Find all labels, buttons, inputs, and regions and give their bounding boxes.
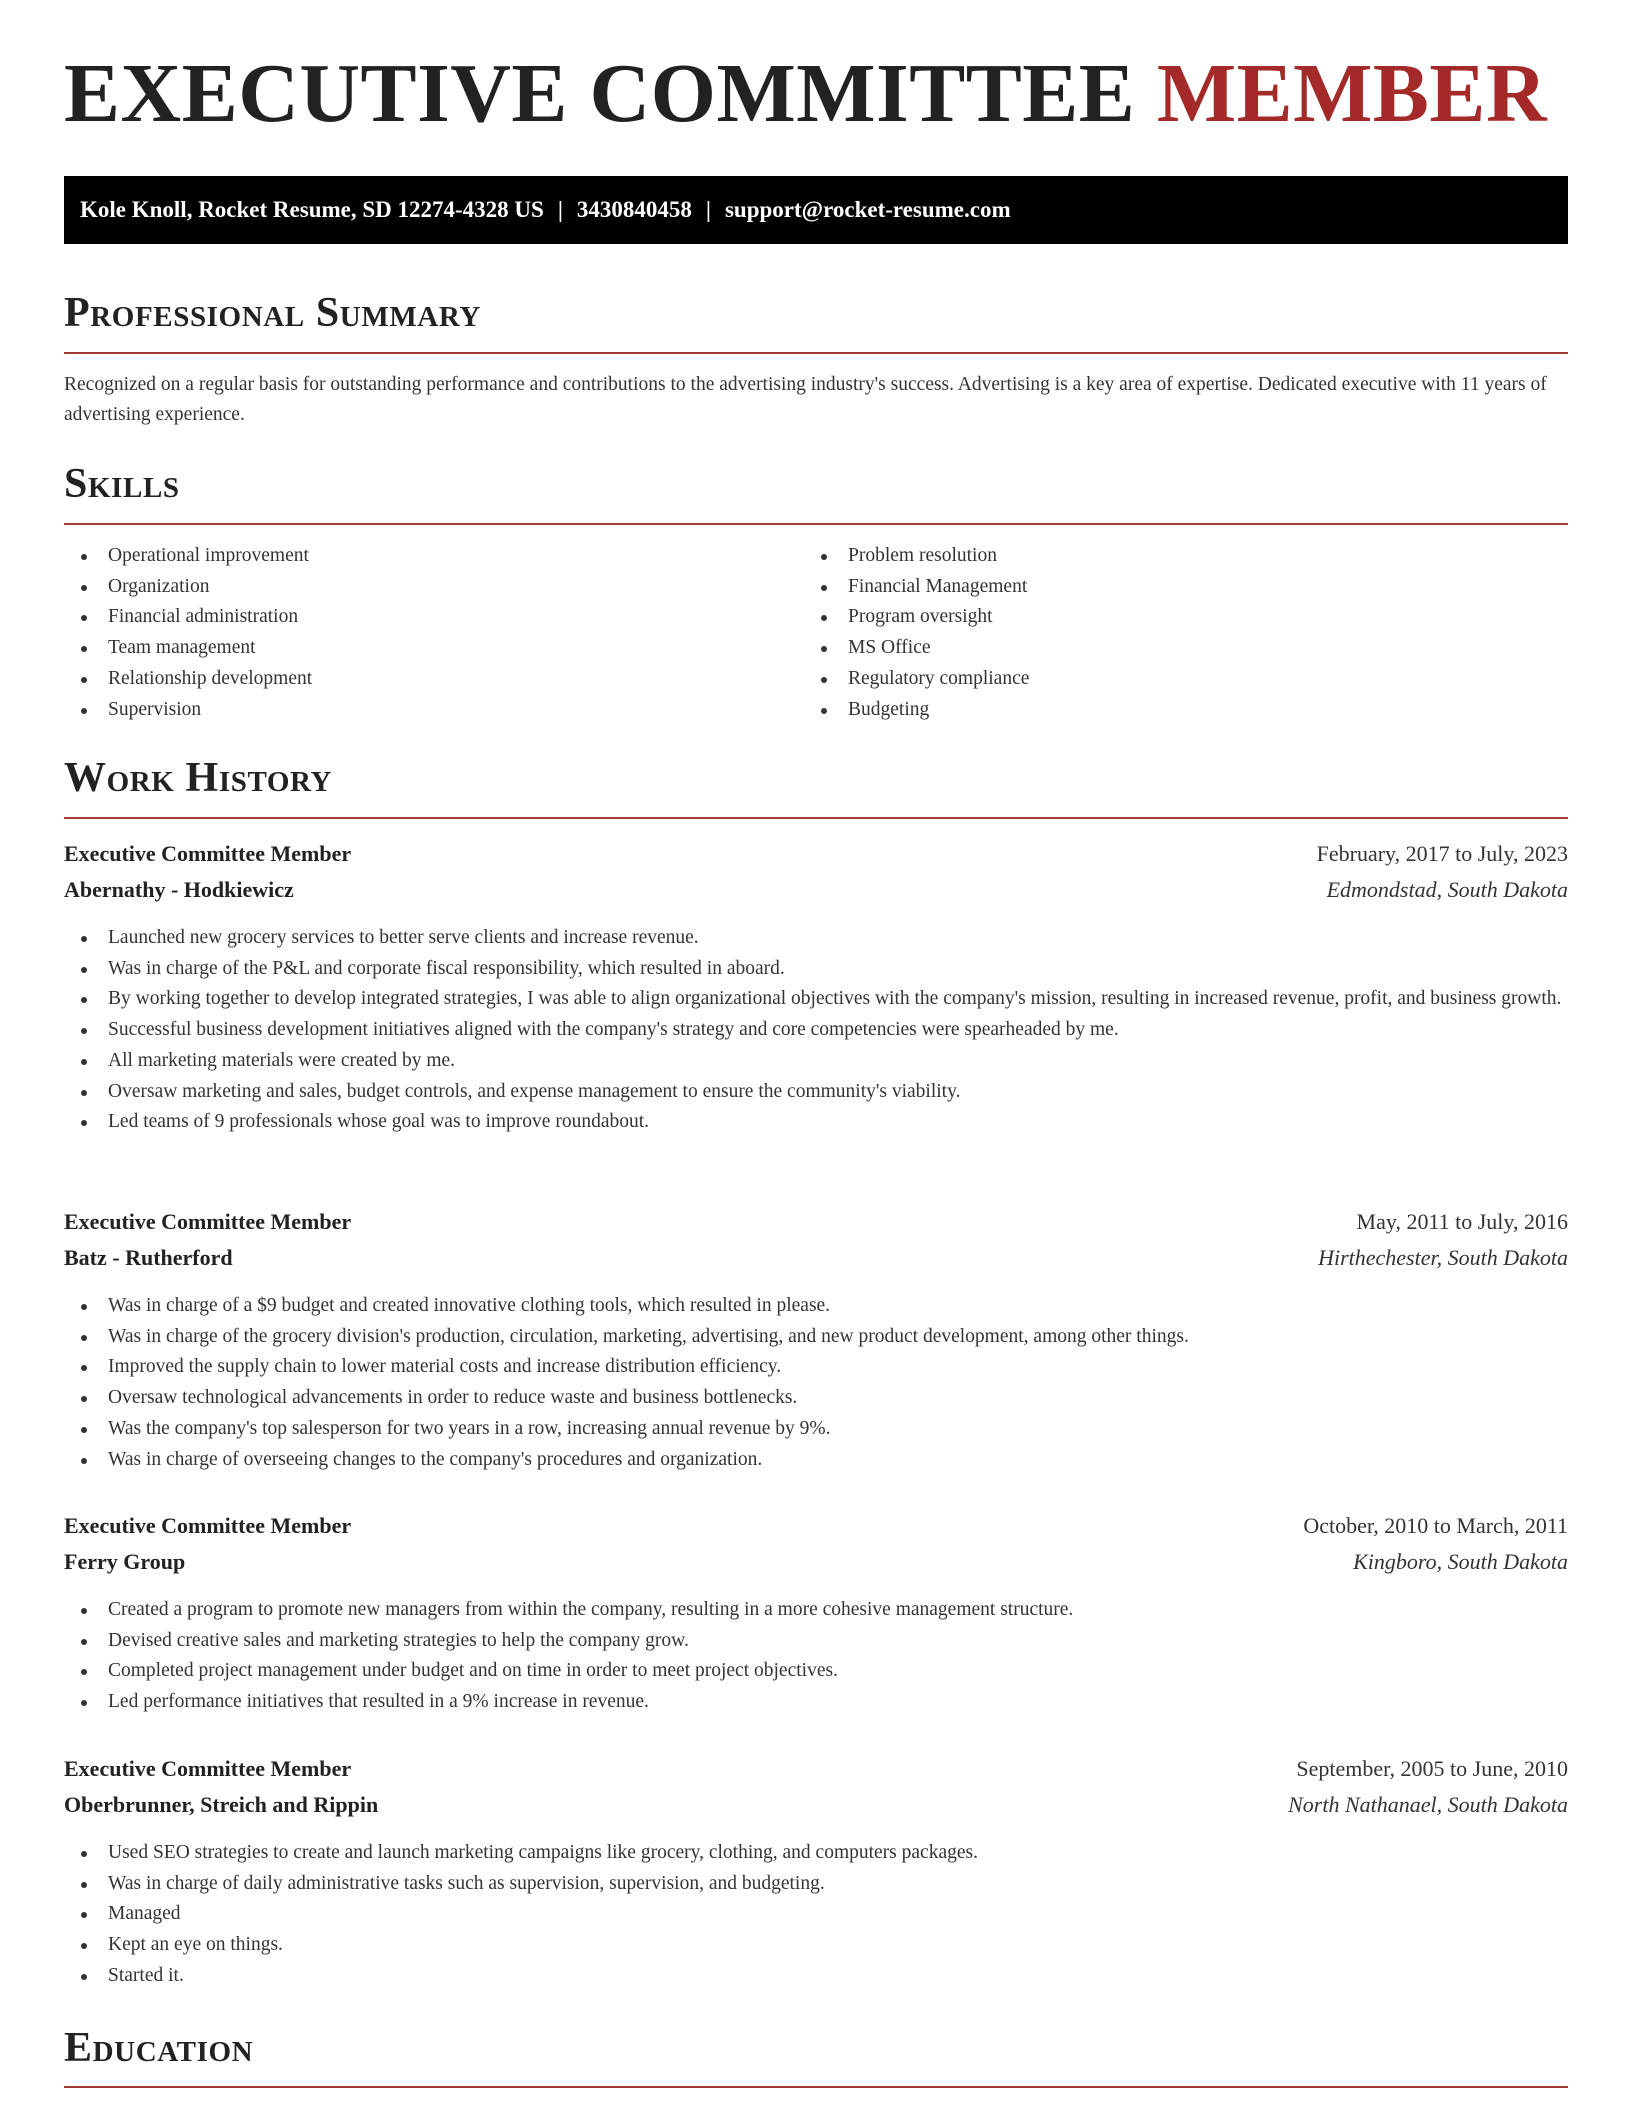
- skill-item: Budgeting: [804, 695, 1504, 726]
- job-bullet: Improved the supply chain to lower material costs and increase distribution efficiency.: [64, 1352, 1568, 1383]
- skill-item: Problem resolution: [804, 541, 1504, 572]
- job-bullets: [64, 1838, 1568, 1992]
- job-title-row: [64, 1753, 1568, 1785]
- job-bullet: Created a program to promote new managers from within the company, resulting in a more cohesive management structure.: [64, 1595, 1568, 1626]
- job-title-row: [64, 1206, 1568, 1238]
- job-bullet: Launched new grocery services to better serve clients and increase revenue.: [64, 923, 1568, 954]
- summary-heading: Professional Summary: [64, 290, 481, 336]
- job-company-row: [64, 1242, 1568, 1274]
- job-company: Abernathy - Hodkiewicz: [64, 877, 294, 902]
- job-dates: February, 2017 to July, 2023: [1316, 841, 1568, 866]
- skill-item: Team management: [64, 633, 764, 664]
- job-bullet: Was in charge of the P&L and corporate fiscal responsibility, which resulted in aboard.: [64, 954, 1568, 985]
- job-bullet: Was in charge of daily administrative tasks such as supervision, supervision, and budgeting.: [64, 1869, 1568, 1900]
- education-divider: [64, 2086, 1568, 2088]
- job-location: Edmondstad, South Dakota: [1326, 877, 1568, 902]
- summary-divider: [64, 352, 1568, 354]
- job-bullet: Successful business development initiatives aligned with the company's strategy and core competencies were spearheaded by me.: [64, 1015, 1568, 1046]
- job-dates: September, 2005 to June, 2010: [1296, 1756, 1568, 1781]
- contact-separator: |: [557, 197, 563, 222]
- skills-list-left: [64, 541, 764, 725]
- job-title-row: [64, 838, 1568, 870]
- skills-list-right: [804, 541, 1504, 725]
- skill-item: Regulatory compliance: [804, 664, 1504, 695]
- job-bullet: Managed: [64, 1899, 1568, 1930]
- skill-item: Financial Management: [804, 572, 1504, 603]
- page-title: [64, 47, 1548, 140]
- job-bullet: By working together to develop integrated strategies, I was able to align organizational objectives with the company's mission, resulting in increased revenue, profit, and business growth.: [64, 984, 1568, 1015]
- skills-divider: [64, 523, 1568, 525]
- contact-separator: |: [705, 197, 711, 222]
- job-bullet: Started it.: [64, 1961, 1568, 1992]
- job-bullet: Was in charge of the grocery division's production, circulation, marketing, advertising, and new product development, among other things.: [64, 1322, 1568, 1353]
- job-dates: May, 2011 to July, 2016: [1356, 1209, 1568, 1234]
- job-bullet: Led teams of 9 professionals whose goal was to improve roundabout.: [64, 1107, 1568, 1138]
- skill-item: Supervision: [64, 695, 764, 726]
- skill-item: Organization: [64, 572, 764, 603]
- skill-item: Relationship development: [64, 664, 764, 695]
- job-bullet: Oversaw technological advancements in order to reduce waste and business bottlenecks.: [64, 1383, 1568, 1414]
- job-company: Ferry Group: [64, 1549, 186, 1574]
- job-bullet: Was in charge of a $9 budget and created innovative clothing tools, which resulted in please.: [64, 1291, 1568, 1322]
- job-bullets: [64, 923, 1568, 1138]
- job-company-row: [64, 1546, 1568, 1578]
- work-divider: [64, 817, 1568, 819]
- education-heading: Education: [64, 2025, 254, 2071]
- job-company: Batz - Rutherford: [64, 1245, 233, 1270]
- job-bullet: Was in charge of overseeing changes to the company's procedures and organization.: [64, 1445, 1568, 1476]
- contact-address: Kole Knoll, Rocket Resume, SD 12274-4328 US: [80, 197, 544, 222]
- job-dates: October, 2010 to March, 2011: [1303, 1513, 1568, 1538]
- skill-item: Program oversight: [804, 602, 1504, 633]
- job-bullets: [64, 1291, 1568, 1475]
- skills-heading: Skills: [64, 461, 180, 507]
- title-accent: MEMBER: [1156, 47, 1548, 140]
- job-title: Executive Committee Member: [64, 1756, 352, 1781]
- job-bullet: Devised creative sales and marketing strategies to help the company grow.: [64, 1626, 1568, 1657]
- job-bullet: Completed project management under budget and on time in order to meet project objectives.: [64, 1656, 1568, 1687]
- job-bullet: Kept an eye on things.: [64, 1930, 1568, 1961]
- contact-phone: 3430840458: [576, 197, 692, 222]
- job-bullet: Used SEO strategies to create and launch marketing campaigns like grocery, clothing, and computers packages.: [64, 1838, 1568, 1869]
- job-company-row: [64, 1789, 1568, 1821]
- job-bullet: Led performance initiatives that resulted in a 9% increase in revenue.: [64, 1687, 1568, 1718]
- job-bullet: Oversaw marketing and sales, budget controls, and expense management to ensure the community's viability.: [64, 1077, 1568, 1108]
- job-bullets: [64, 1595, 1568, 1718]
- contact-email: support@rocket-resume.com: [724, 197, 1011, 222]
- summary-text: Recognized on a regular basis for outstanding performance and contributions to the advertising industry's success. Advertising is a key area of expertise. Dedicated executive with 11 years of advertising experience.: [64, 374, 1547, 425]
- skill-item: MS Office: [804, 633, 1504, 664]
- job-location: Hirthechester, South Dakota: [1318, 1245, 1568, 1270]
- job-title: Executive Committee Member: [64, 841, 352, 866]
- job-company-row: [64, 874, 1568, 906]
- job-location: North Nathanael, South Dakota: [1288, 1792, 1568, 1817]
- title-main: EXECUTIVE COMMITTEE: [64, 47, 1136, 140]
- skill-item: Financial administration: [64, 602, 764, 633]
- job-title: Executive Committee Member: [64, 1513, 352, 1538]
- skill-item: Operational improvement: [64, 541, 764, 572]
- contact-bar: [64, 176, 1568, 244]
- job-title-row: [64, 1510, 1568, 1542]
- job-location: Kingboro, South Dakota: [1353, 1549, 1568, 1574]
- work-heading: Work History: [64, 755, 333, 801]
- job-title: Executive Committee Member: [64, 1209, 352, 1234]
- job-bullet: All marketing materials were created by me.: [64, 1046, 1568, 1077]
- job-company: Oberbrunner, Streich and Rippin: [64, 1792, 379, 1817]
- job-bullet: Was the company's top salesperson for two years in a row, increasing annual revenue by 9%.: [64, 1414, 1568, 1445]
